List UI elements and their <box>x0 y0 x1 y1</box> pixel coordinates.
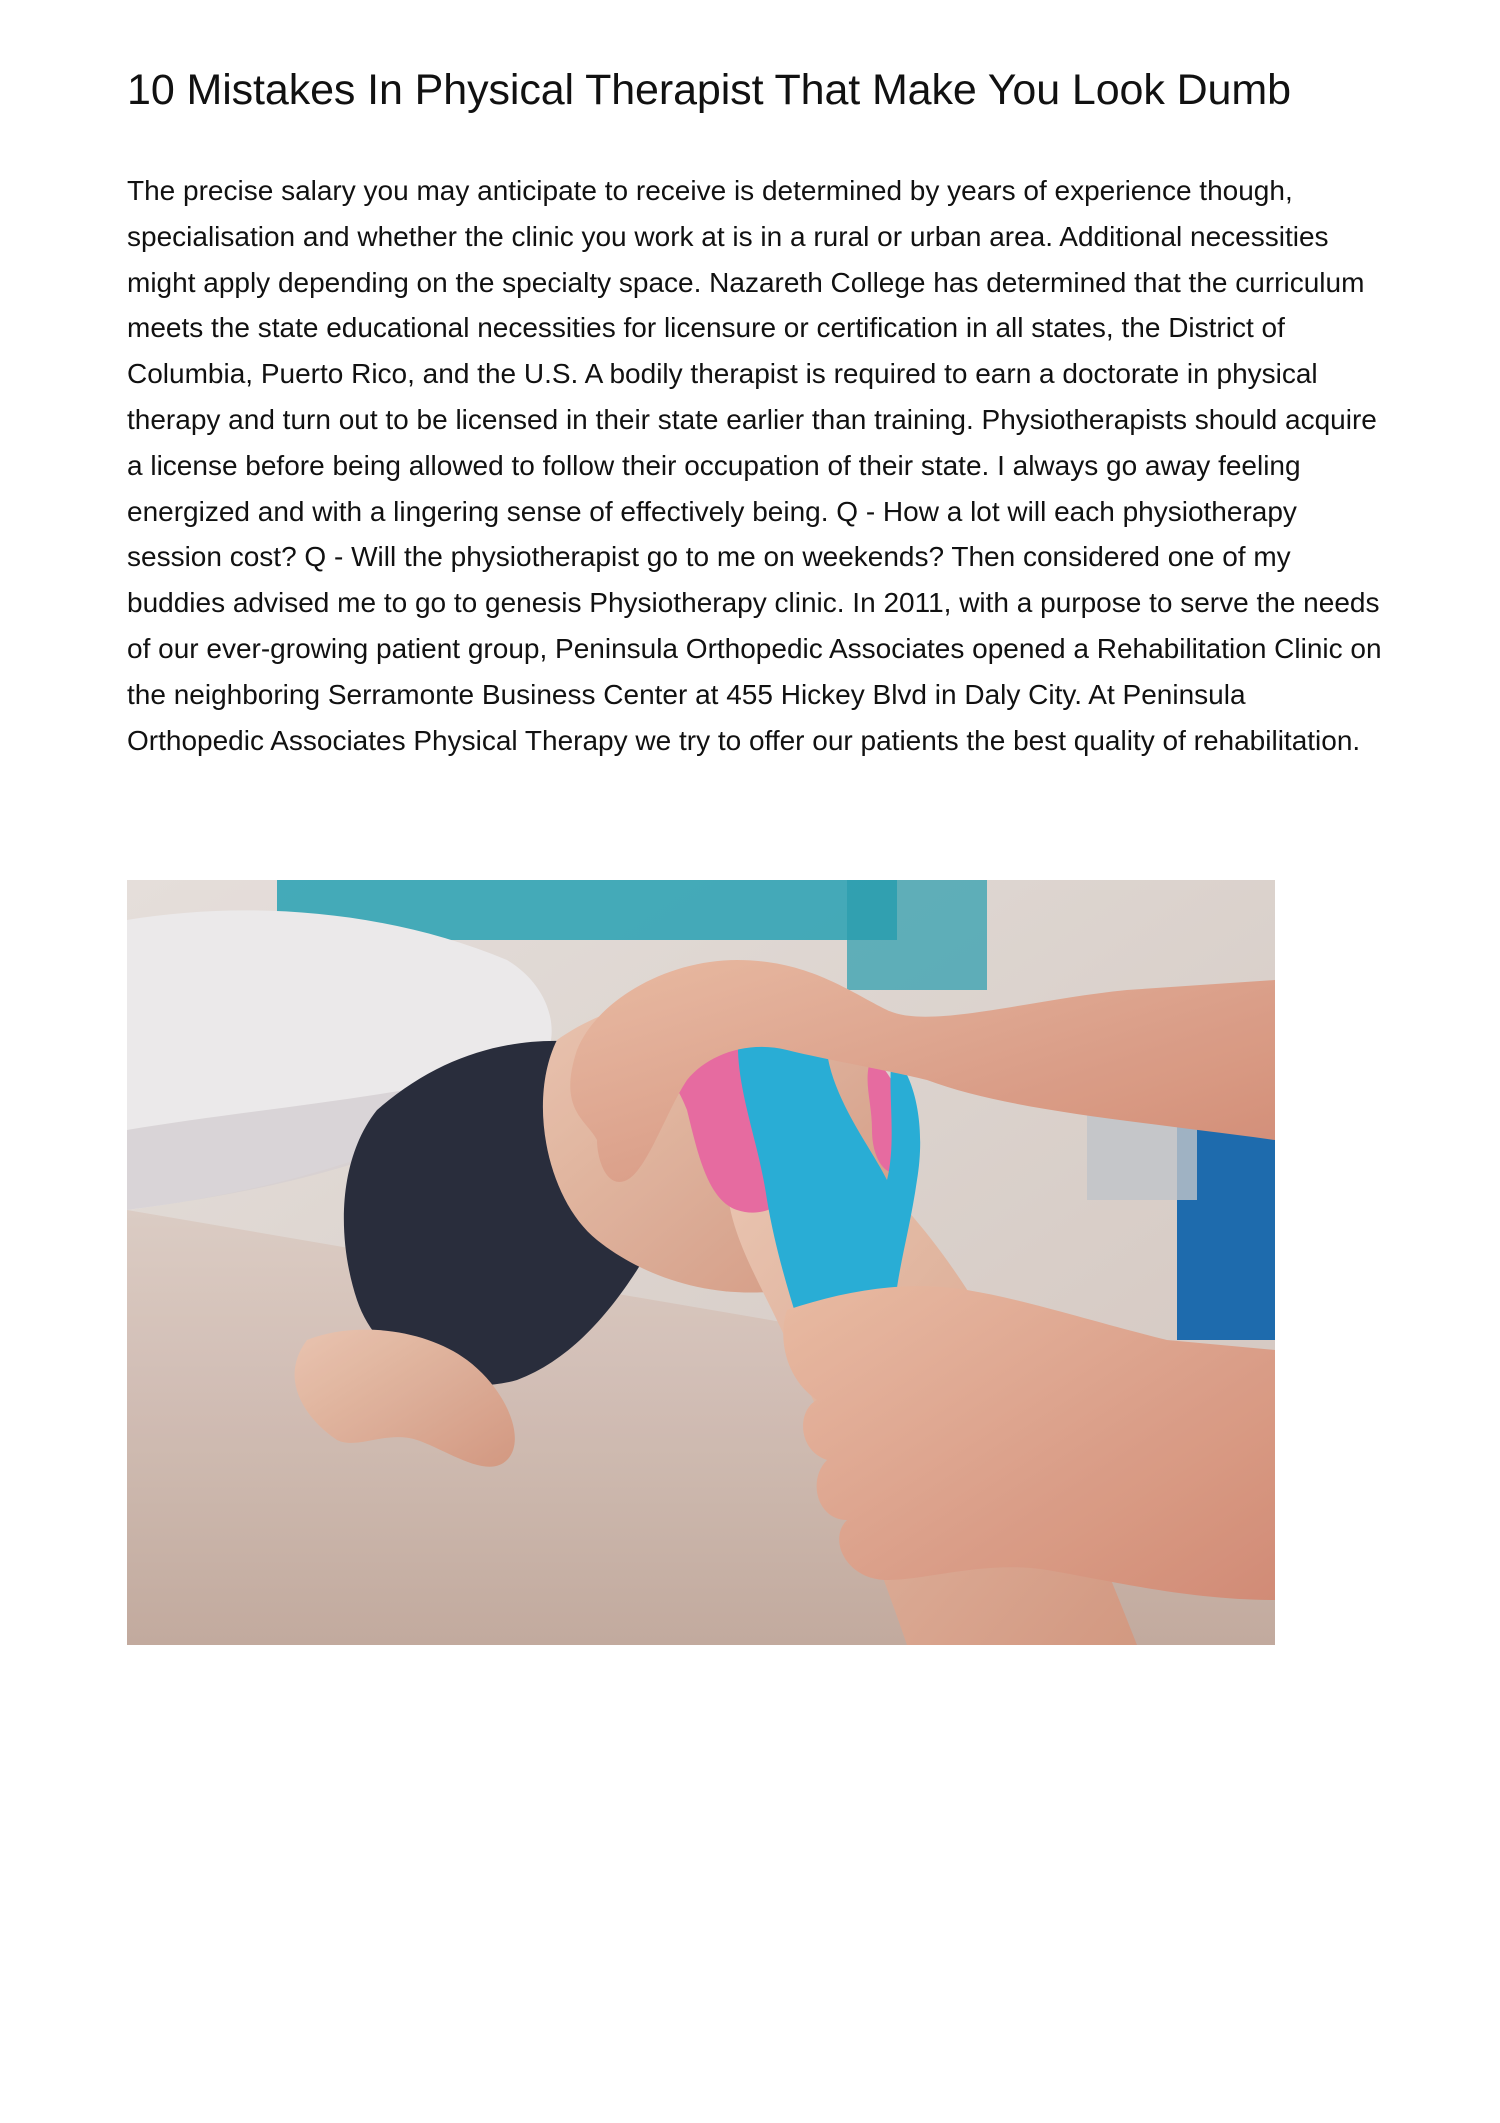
document-title: 10 Mistakes In Physical Therapist That Make You Look Dumb <box>127 66 1291 114</box>
document-body-paragraph: The precise salary you may anticipate to receive is determined by years of experience though, specialisation and whether the clinic you work at is in a rural or urban area. Additional necessities might apply depending on the specialty space. Nazareth College has determined that the curriculum meets the state educational necessities for licensure or certification in all states, the District of Columbia, Puerto Rico, and the U.S. A bodily therapist is required to earn a doctorate in physical therapy and turn out to be licensed in their state earlier than training. Physiotherapists should acquire a license before being allowed to follow their occupation of their state. I always go away feeling energized and with a lingering sense of effectively being. Q - How a lot will each physiotherapy session cost? Q - Will the physiotherapist go to me on weekends? Then considered one of my buddies advised me to go to genesis Physiotherapy clinic. In 2011, with a purpose to serve the needs of our ever-growing patient group, Peninsula Orthopedic Associates opened a Rehabilitation Clinic on the neighboring Serramonte Business Center at 455 Hickey Blvd in Daly City. At Peninsula Orthopedic Associates Physical Therapy we try to offer our patients the best quality of rehabilitation. <box>127 175 1382 756</box>
photo-vignette <box>127 880 1275 1645</box>
knee-taping-photo <box>127 880 1275 1645</box>
